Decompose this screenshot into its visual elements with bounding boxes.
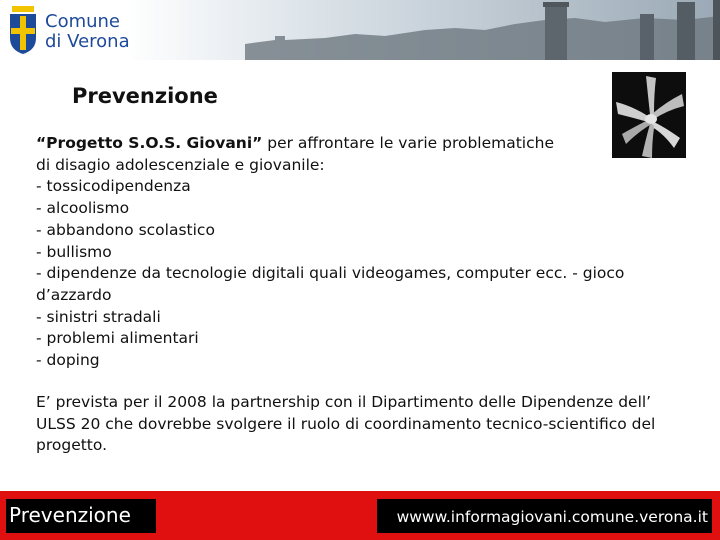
project-name: “Progetto S.O.S. Giovani” [36,134,263,152]
logo-line-2: di Verona [45,31,130,52]
footer-website-link[interactable]: wwww.informagiovani.comune.verona.it [396,508,708,526]
footer-section-label: Prevenzione [9,503,131,527]
intro-line-1 [36,133,656,155]
footer-section-label-box [6,499,156,533]
verona-crest-icon [8,6,38,54]
list-item: - dipendenze da tecnologie digitali quali videogames, computer ecc. - gioco [36,264,625,283]
partnership-paragraph: E’ prevista per il 2008 la partnership con il Dipartimento delle Dipendenze dell’ ULSS 20 che dovrebbe svolgere il ruolo di coordinamento tecnico-scientifico del progetto. [36,393,656,454]
slide-title: Prevenzione [72,84,218,108]
list-item: - doping [36,351,100,370]
list-item: - problemi alimentari [36,329,199,348]
project-description [36,133,656,372]
list-item: d’azzardo [36,285,112,304]
footer-website-box[interactable] [377,499,712,533]
logo-text [45,12,130,52]
footer-bar [0,491,720,540]
intro-text: per affrontare le varie problematiche [262,134,554,152]
list-item: - bullismo [36,242,112,261]
list-item: - alcoolismo [36,199,130,218]
comune-di-verona-logo[interactable] [0,0,132,60]
intro-line-2: di disagio adolescenziale e giovanile: [36,155,325,174]
list-item: - tossicodipendenza [36,177,191,196]
city-walls-banner-image [125,0,720,60]
logo-line-1: Comune [45,11,121,32]
list-item: - abbandono scolastico [36,220,215,239]
header-banner [0,0,720,60]
list-item: - sinistri stradali [36,307,161,326]
